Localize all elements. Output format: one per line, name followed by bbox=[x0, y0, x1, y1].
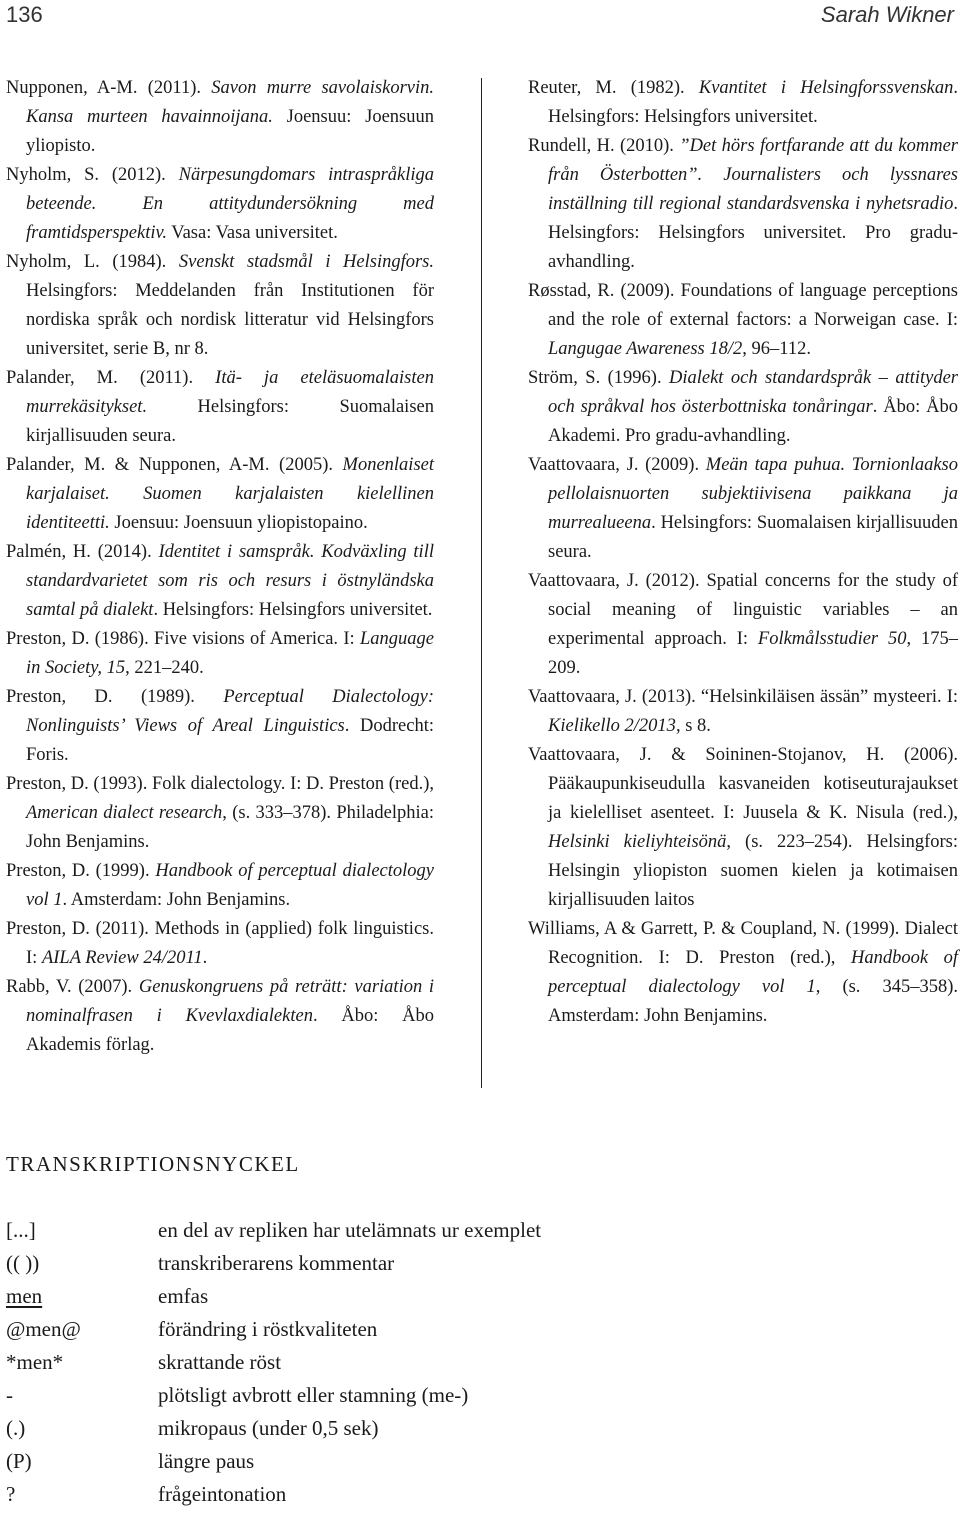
key-symbol: [...] bbox=[6, 1218, 36, 1242]
reference-title-segment: Kvantitet i Helsingforssvenskan bbox=[698, 78, 954, 98]
reference-title-segment: Dialekt och standardspråk – attityder och språkval hos österbottniska tonåringar bbox=[548, 368, 959, 417]
reference-text-segment: Reuter, M. (1982). bbox=[528, 78, 699, 98]
transcription-key-list bbox=[6, 1214, 706, 1511]
key-symbol: men bbox=[6, 1284, 43, 1308]
key-description: skrattande röst bbox=[158, 1350, 282, 1374]
reference-text-segment: Joensuu: Joensuun yliopisto. bbox=[26, 107, 434, 156]
reference-entry bbox=[528, 741, 958, 915]
key-row bbox=[6, 1247, 706, 1280]
references-left-column bbox=[6, 74, 434, 1060]
reference-text-segment: . Helsingfors: Helsingfors universitet. Pro gradu-avhandling. bbox=[548, 194, 958, 272]
reference-text-segment: Preston, D. (1989). bbox=[6, 687, 224, 707]
reference-entry bbox=[6, 248, 434, 364]
key-description: mikropaus (under 0,5 sek) bbox=[158, 1416, 379, 1440]
reference-title-segment: Itä- ja eteläsuomalaisten murrekäsitykset. bbox=[26, 368, 434, 417]
reference-text-segment: . Helsingfors: Helsingfors universitet. bbox=[548, 78, 958, 127]
reference-title-segment: Genuskongruens på reträtt: variation i nominalfrasen i Kvevlaxdialekten bbox=[26, 977, 434, 1026]
reference-title-segment: ”Det hörs fortfarande att du kommer från Österbotten”. Journalisters och lyssnares inställning till regional standardsvenska i nyhetsradio bbox=[548, 136, 958, 214]
reference-text-segment: Nyholm, S. (2012). bbox=[6, 165, 179, 185]
reference-text-segment: Joensuu: Joensuun yliopistopaino. bbox=[109, 513, 368, 533]
reference-title-segment: Handbook of perceptual dialectology vol 1 bbox=[26, 861, 434, 910]
reference-entry bbox=[6, 857, 434, 915]
reference-entry bbox=[528, 567, 958, 683]
reference-entry bbox=[528, 74, 958, 132]
key-symbol: - bbox=[6, 1383, 13, 1407]
reference-title-segment: Identitet i samspråk. Kodväxling till standardvarietet som ris och resurs i östnyländska samtal på dialekt bbox=[26, 542, 434, 620]
reference-text-segment: , 221–240. bbox=[125, 658, 204, 678]
reference-text-segment: Preston, D. (1986). Five visions of America. I: bbox=[6, 629, 360, 649]
key-symbol: @men@ bbox=[6, 1317, 81, 1341]
reference-text-segment: Nupponen, A-M. (2011). bbox=[6, 78, 212, 98]
reference-text-segment: Helsingfors: Suomalaisen kirjallisuuden seura. bbox=[26, 397, 434, 446]
reference-text-segment: Vaattovaara, J. (2012). Spatial concerns for the study of social meaning of linguistic variables – an experimental approach. I: bbox=[528, 571, 958, 649]
page-header bbox=[0, 0, 960, 36]
reference-entry bbox=[528, 132, 958, 277]
reference-title-segment: Meän tapa puhua. Tornionlaakso pellolaisnuorten subjektiivisena paikkana ja murrealueena bbox=[548, 455, 958, 533]
reference-text-segment: , (s. 333–378). Philadelphia: John Benjamins. bbox=[26, 803, 434, 852]
reference-text-segment: Vaattovaara, J. & Soininen-Stojanov, H. (2006). Pääkaupunkiseudulla kasvaneiden kotiseuturajaukset ja kielelliset asenteet. I: Juusela & K. Nisula (red.), bbox=[528, 745, 958, 823]
reference-entry bbox=[528, 915, 958, 1031]
reference-title-segment: Helsinki kieliyhteisönä bbox=[548, 832, 727, 852]
reference-text-segment: Williams, A & Garrett, P. & Coupland, N. (1999). Dialect Recognition. I: D. Preston (red.), bbox=[528, 919, 958, 968]
key-row bbox=[6, 1346, 706, 1379]
reference-entry bbox=[6, 683, 434, 770]
reference-text-segment: . Åbo: Åbo Akademi. Pro gradu-avhandling. bbox=[548, 397, 958, 446]
reference-text-segment: , 175–209. bbox=[548, 629, 958, 678]
reference-entry bbox=[6, 74, 434, 161]
reference-entry bbox=[6, 161, 434, 248]
reference-entry bbox=[6, 538, 434, 625]
reference-text-segment: , (s. 345–358). Amsterdam: John Benjamins. bbox=[548, 977, 958, 1026]
reference-entry bbox=[528, 364, 958, 451]
key-symbol: (P) bbox=[6, 1449, 32, 1473]
reference-title-segment: Perceptual Dialectology: Nonlinguists’ Views of Areal Linguistics bbox=[26, 687, 434, 736]
reference-entry bbox=[528, 277, 958, 364]
reference-text-segment: . bbox=[202, 948, 208, 968]
key-row bbox=[6, 1379, 706, 1412]
key-description: plötsligt avbrott eller stamning (me-) bbox=[158, 1383, 469, 1407]
key-symbol: (.) bbox=[6, 1416, 26, 1440]
reference-entry bbox=[6, 770, 434, 857]
reference-title-segment: Handbook of perceptual dialectology vol 1 bbox=[548, 948, 958, 997]
key-description: förändring i röstkvaliteten bbox=[158, 1317, 378, 1341]
section-title: TRANSKRIPTIONSNYCKEL bbox=[6, 1152, 300, 1176]
reference-text-segment: Palander, M. (2011). bbox=[6, 368, 216, 388]
reference-title-segment: Svenskt stadsmål i Helsingfors. bbox=[178, 252, 434, 272]
reference-title-segment: Folkmålsstudier 50 bbox=[757, 629, 907, 649]
reference-text-segment: . Helsingfors: Helsingfors universitet. bbox=[153, 600, 433, 620]
reference-text-segment: Preston, D. (1993). Folk dialectology. I: D. Preston (red.), bbox=[6, 774, 434, 794]
page-number: 136 bbox=[6, 2, 43, 27]
reference-text-segment: Palander, M. & Nupponen, A-M. (2005). bbox=[6, 455, 343, 475]
reference-title-segment: American dialect research bbox=[26, 803, 223, 823]
reference-title-segment: Monenlaiset karjalaiset. Suomen karjalaisten kielellinen identiteetti. bbox=[26, 455, 434, 533]
key-row bbox=[6, 1280, 706, 1313]
reference-text-segment: Vaattovaara, J. (2013). “Helsinkiläisen ässän” mysteeri. I: bbox=[528, 687, 958, 707]
reference-text-segment: Preston, D. (1999). bbox=[6, 861, 156, 881]
reference-text-segment: Rundell, H. (2010). bbox=[528, 136, 680, 156]
key-symbol: ? bbox=[6, 1482, 16, 1506]
column-divider bbox=[481, 78, 482, 1088]
key-description: frågeintonation bbox=[158, 1482, 287, 1506]
key-description: längre paus bbox=[158, 1449, 255, 1473]
reference-entry bbox=[6, 364, 434, 451]
reference-text-segment: , (s. 223–254). Helsingfors: Helsingin yliopiston suomen kielen ja kotimaisen kirjallisuuden laitos bbox=[548, 832, 959, 910]
key-row bbox=[6, 1412, 706, 1445]
reference-entry bbox=[528, 451, 958, 567]
key-row bbox=[6, 1478, 706, 1511]
references-right-column bbox=[528, 74, 958, 1031]
key-symbol: *men* bbox=[6, 1350, 64, 1374]
reference-entry bbox=[6, 973, 434, 1060]
reference-entry bbox=[6, 625, 434, 683]
reference-title-segment: Langugae Awareness 18/2 bbox=[548, 339, 743, 359]
reference-entry bbox=[6, 451, 434, 538]
reference-title-segment: Savon murre savolaiskorvin. Kansa murteen havainnoijana. bbox=[26, 78, 434, 127]
reference-title-segment: AILA Review 24/2011 bbox=[41, 948, 203, 968]
reference-text-segment: Vasa: Vasa universitet. bbox=[166, 223, 338, 243]
reference-text-segment: Vaattovaara, J. (2009). bbox=[528, 455, 706, 475]
reference-entry bbox=[528, 683, 958, 741]
reference-title-segment: Language in Society, 15 bbox=[26, 629, 434, 678]
key-description: transkriberarens kommentar bbox=[158, 1251, 395, 1275]
reference-text-segment: . Dodrecht: Foris. bbox=[26, 716, 434, 765]
reference-text-segment: Røsstad, R. (2009). Foundations of language perceptions and the role of external factors: a Norweigan case. I: bbox=[528, 281, 958, 330]
running-head-author: Sarah Wikner bbox=[820, 2, 954, 27]
key-description: en del av repliken har utelämnats ur exemplet bbox=[158, 1218, 542, 1242]
reference-text-segment: Preston, D. (2011). Methods in (applied) folk linguistics. I: bbox=[6, 919, 434, 968]
reference-text-segment: Palmén, H. (2014). bbox=[6, 542, 159, 562]
key-row bbox=[6, 1445, 706, 1478]
reference-text-segment: Nyholm, L. (1984). bbox=[6, 252, 179, 272]
reference-title-segment: Kielikello 2/2013 bbox=[548, 716, 676, 736]
key-row bbox=[6, 1313, 706, 1346]
reference-text-segment: Helsingfors: Meddelanden från Institutionen för nordiska språk och nordisk litteratur vid Helsingfors universitet, serie B, nr 8. bbox=[26, 281, 434, 359]
key-description: emfas bbox=[158, 1284, 209, 1308]
reference-text-segment: . Amsterdam: John Benjamins. bbox=[62, 890, 291, 910]
key-row bbox=[6, 1214, 706, 1247]
reference-title-segment: Närpesungdomars intraspråkliga beteende. En attitydundersökning med framtidsperspektiv. bbox=[26, 165, 435, 243]
reference-entry bbox=[6, 915, 434, 973]
reference-text-segment: Rabb, V. (2007). bbox=[6, 977, 139, 997]
reference-text-segment: . Åbo: Åbo Akademis förlag. bbox=[26, 1006, 434, 1055]
reference-text-segment: . Helsingfors: Suomalaisen kirjallisuuden seura. bbox=[548, 513, 958, 562]
reference-text-segment: Ström, S. (1996). bbox=[528, 368, 669, 388]
reference-text-segment: , s 8. bbox=[675, 716, 711, 736]
reference-text-segment: , 96–112. bbox=[742, 339, 811, 359]
key-symbol: (( )) bbox=[6, 1251, 40, 1275]
